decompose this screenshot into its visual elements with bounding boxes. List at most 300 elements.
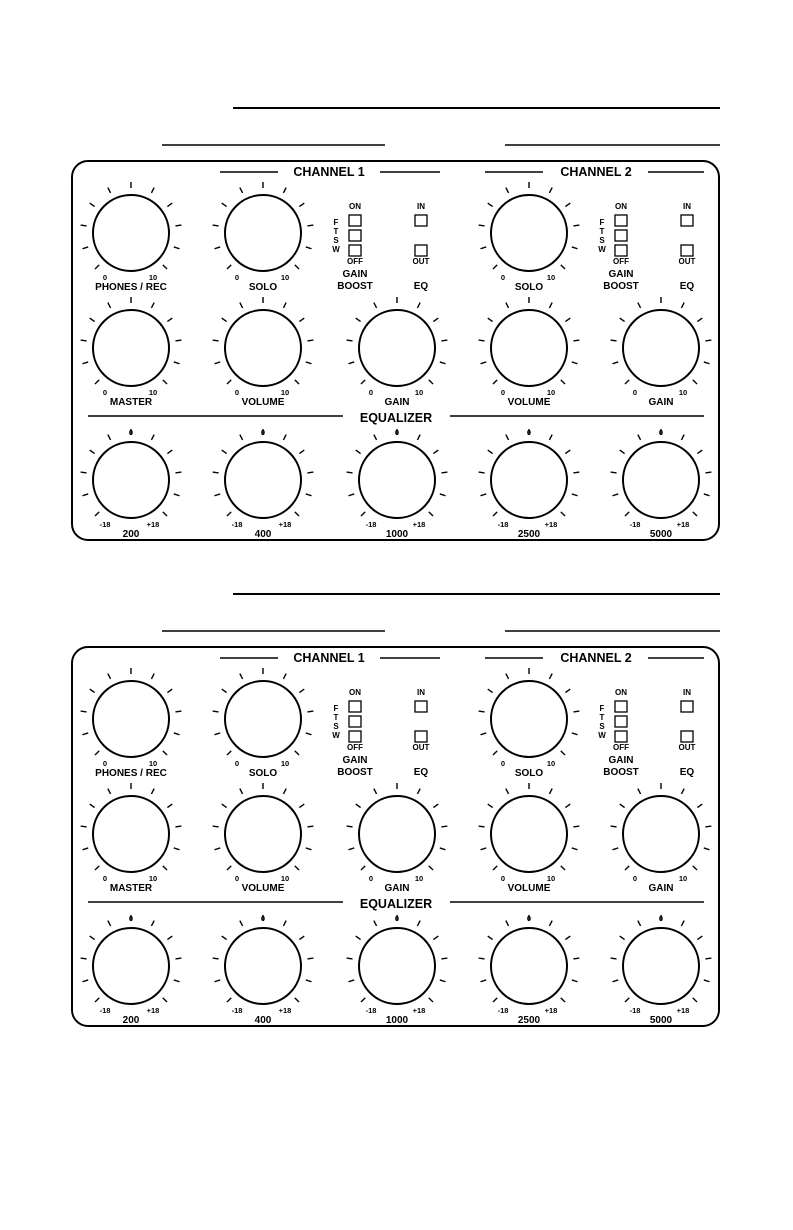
knob-dial[interactable] [491, 442, 567, 518]
knob-tick [108, 188, 111, 193]
knob-9[interactable] [81, 428, 182, 540]
knob-label: VOLUME [241, 397, 285, 408]
knob-tick [488, 450, 493, 454]
knob-scale-max: +18 [278, 520, 292, 529]
knob-dial[interactable] [225, 442, 301, 518]
knob-tick [306, 362, 312, 364]
knob-tick [95, 751, 99, 755]
knob-tick [479, 826, 485, 827]
channel-2-title: CHANNEL 2 [560, 165, 632, 179]
knob-tick [222, 318, 227, 322]
knob-tick [561, 265, 565, 269]
gain-boost-switch-2[interactable] [349, 230, 361, 241]
ftsw-letter: W [332, 731, 340, 740]
knob-tick [705, 958, 711, 959]
knob-tick [681, 921, 684, 926]
knob-scale-max: +18 [146, 1006, 160, 1015]
knob-scale-min: 0 [368, 388, 374, 397]
knob-tick [81, 958, 87, 959]
knob-tick [479, 472, 485, 473]
knob-tick [108, 921, 111, 926]
knob-tick [174, 494, 180, 496]
knob-12[interactable] [479, 428, 580, 540]
knob-tick [347, 958, 353, 959]
knob-tick [213, 340, 219, 341]
knob-tick [374, 303, 377, 308]
eq-out-switch[interactable] [415, 245, 427, 256]
knob-7[interactable] [479, 783, 580, 894]
knob-tick [240, 303, 243, 308]
knob-label: GAIN [384, 397, 410, 408]
knob-tick [361, 998, 365, 1002]
knob-tick [681, 435, 684, 440]
knob-tick [222, 804, 227, 808]
knob-tick [90, 318, 95, 322]
knob-tick [573, 340, 579, 341]
knob-tick [82, 362, 88, 364]
ftsw-letter: F [333, 704, 339, 713]
knob-scale-center: 0 [128, 428, 134, 437]
knob-dial[interactable] [93, 928, 169, 1004]
knob-10[interactable] [213, 914, 314, 1026]
knob-tick [479, 340, 485, 341]
knob-tick [704, 848, 710, 850]
knob-tick [174, 980, 180, 982]
gain-boost-switch-1[interactable] [615, 215, 627, 226]
knob-tick [295, 380, 299, 384]
knob-tick [693, 380, 697, 384]
knob-tick [479, 958, 485, 959]
knob-scale-min: -18 [629, 520, 641, 529]
knob-tick [565, 450, 570, 454]
gain-boost-switch-3[interactable] [615, 731, 627, 742]
knob-tick [295, 866, 299, 870]
knob-tick [480, 733, 486, 735]
knob-10[interactable] [213, 428, 314, 540]
knob-tick [488, 203, 493, 207]
knob-tick [441, 340, 447, 341]
knob-dial[interactable] [93, 310, 169, 386]
knob-12[interactable] [479, 914, 580, 1026]
knob-tick [612, 362, 618, 364]
knob-tick [283, 188, 286, 193]
knob-tick [561, 751, 565, 755]
knob-label: 1000 [385, 529, 409, 540]
knob-tick [561, 512, 565, 516]
channel-1-switches [332, 202, 429, 292]
knob-tick [227, 866, 231, 870]
knob-tick [81, 826, 87, 827]
gain-boost-switch-2[interactable] [615, 230, 627, 241]
knob-tick [611, 958, 617, 959]
knob-scale-center: 0 [128, 914, 134, 923]
knob-tick [174, 733, 180, 735]
knob-scale-max: 10 [148, 273, 158, 282]
knob-scale-center: 0 [526, 428, 532, 437]
knob-tick [108, 674, 111, 679]
knob-5[interactable] [213, 297, 314, 408]
eq-in-switch[interactable] [681, 215, 693, 226]
knob-9[interactable] [81, 914, 182, 1026]
knob-tick [638, 303, 641, 308]
off-label: OFF [347, 743, 363, 752]
knob-scale-max: 10 [414, 388, 424, 397]
knob-dial[interactable] [491, 681, 567, 757]
knob-dial[interactable] [225, 681, 301, 757]
knob-tick [306, 494, 312, 496]
knob-2[interactable] [213, 668, 314, 779]
knob-label: 2500 [517, 529, 541, 540]
knob-scale-max: +18 [676, 520, 690, 529]
knob-tick [167, 689, 172, 693]
ftsw-letter: S [333, 722, 339, 731]
knob-tick [108, 789, 111, 794]
eq-in-switch[interactable] [415, 215, 427, 226]
knob-scale-max: 10 [546, 388, 556, 397]
knob-scale-max: +18 [412, 520, 426, 529]
channel-1-title: CHANNEL 1 [293, 165, 365, 179]
knob-tick [222, 936, 227, 940]
knob-tick [693, 998, 697, 1002]
knob-tick [299, 450, 304, 454]
knob-tick [299, 689, 304, 693]
knob-scale-min: -18 [497, 1006, 509, 1015]
knob-tick [549, 674, 552, 679]
knob-scale-min: 0 [500, 759, 506, 768]
knob-tick [175, 711, 181, 712]
knob-tick [167, 318, 172, 322]
eq-label: EQ [413, 767, 429, 778]
knob-dial[interactable] [359, 310, 435, 386]
knob-scale-center: 0 [394, 428, 400, 437]
knob-scale-min: 0 [234, 388, 240, 397]
knob-label: GAIN [648, 397, 674, 408]
knob-tick [429, 866, 433, 870]
knob-dial[interactable] [359, 442, 435, 518]
knob-tick [693, 512, 697, 516]
knob-tick [227, 998, 231, 1002]
knob-label: VOLUME [241, 883, 285, 894]
knob-tick [620, 318, 625, 322]
knob-tick [95, 512, 99, 516]
knob-scale-min: 0 [102, 388, 108, 397]
knob-tick [356, 318, 361, 322]
knob-tick [167, 450, 172, 454]
equalizer-title: EQUALIZER [359, 411, 433, 425]
ftsw-letter: S [599, 722, 605, 731]
knob-tick [174, 848, 180, 850]
eq-in-switch[interactable] [415, 701, 427, 712]
knob-tick [441, 472, 447, 473]
knob-scale-max: +18 [676, 1006, 690, 1015]
knob-tick [417, 921, 420, 926]
knob-dial[interactable] [491, 195, 567, 271]
knob-dial[interactable] [491, 796, 567, 872]
eq-out-switch[interactable] [681, 731, 693, 742]
knob-tick [299, 936, 304, 940]
knob-scale-min: 0 [234, 273, 240, 282]
knob-tick [175, 958, 181, 959]
knob-label: 200 [122, 529, 140, 540]
knob-dial[interactable] [623, 928, 699, 1004]
knob-tick [214, 494, 220, 496]
knob-13[interactable] [611, 428, 712, 540]
knob-tick [295, 998, 299, 1002]
knob-tick [572, 494, 578, 496]
knob-tick [213, 472, 219, 473]
knob-tick [175, 472, 181, 473]
knob-tick [222, 450, 227, 454]
knob-2[interactable] [213, 182, 314, 293]
knob-label: 200 [122, 1015, 140, 1026]
knob-tick [565, 203, 570, 207]
knob-4[interactable] [81, 783, 182, 894]
knob-label: 1000 [385, 1015, 409, 1026]
equalizer-title: EQUALIZER [359, 897, 433, 911]
knob-tick [611, 826, 617, 827]
knob-tick [697, 804, 702, 808]
out-label: OUT [678, 257, 696, 266]
knob-scale-max: 10 [280, 759, 290, 768]
eq-label: EQ [679, 767, 695, 778]
gain-boost-switch-3[interactable] [615, 245, 627, 256]
knob-dial[interactable] [93, 796, 169, 872]
gain-boost-switch-1[interactable] [615, 701, 627, 712]
knob-dial[interactable] [93, 195, 169, 271]
knob-tick [82, 733, 88, 735]
knob-tick [572, 733, 578, 735]
eq-out-switch[interactable] [681, 245, 693, 256]
gain-boost-switch-3[interactable] [349, 245, 361, 256]
knob-dial[interactable] [93, 681, 169, 757]
channel-2-switches [598, 688, 695, 778]
knob-tick [227, 265, 231, 269]
knob-dial[interactable] [359, 796, 435, 872]
knob-tick [549, 303, 552, 308]
knob-tick [90, 450, 95, 454]
knob-tick [625, 512, 629, 516]
knob-tick [506, 188, 509, 193]
knob-label: GAIN [384, 883, 410, 894]
knob-tick [506, 674, 509, 679]
knob-dial[interactable] [623, 442, 699, 518]
knob-8[interactable] [611, 783, 712, 894]
knob-tick [565, 936, 570, 940]
knob-dial[interactable] [225, 195, 301, 271]
off-label: OFF [613, 257, 629, 266]
knob-dial[interactable] [491, 310, 567, 386]
knob-tick [214, 247, 220, 249]
eq-out-switch[interactable] [415, 731, 427, 742]
knob-scale-min: -18 [99, 520, 111, 529]
knob-tick [625, 866, 629, 870]
knob-tick [214, 362, 220, 364]
knob-tick [704, 494, 710, 496]
knob-tick [612, 848, 618, 850]
gain-boost-switch-3[interactable] [349, 731, 361, 742]
knob-tick [572, 247, 578, 249]
knob-tick [240, 188, 243, 193]
knob-tick [638, 435, 641, 440]
knob-scale-max: 10 [280, 874, 290, 883]
knob-label: 5000 [649, 1015, 673, 1026]
knob-tick [506, 303, 509, 308]
knob-dial[interactable] [225, 928, 301, 1004]
knob-dial[interactable] [359, 928, 435, 1004]
knob-tick [493, 866, 497, 870]
knob-tick [95, 998, 99, 1002]
knob-scale-min: 0 [500, 388, 506, 397]
knob-tick [488, 689, 493, 693]
knob-tick [565, 318, 570, 322]
knob-8[interactable] [611, 297, 712, 408]
ftsw-letter: T [333, 713, 339, 722]
knob-tick [549, 188, 552, 193]
knob-11[interactable] [347, 914, 448, 1026]
knob-tick [222, 689, 227, 693]
knob-6[interactable] [347, 297, 448, 408]
knob-5[interactable] [213, 783, 314, 894]
knob-tick [440, 848, 446, 850]
knob-scale-max: 10 [678, 388, 688, 397]
knob-scale-min: 0 [102, 759, 108, 768]
knob-tick [374, 435, 377, 440]
knob-tick [151, 188, 154, 193]
knob-tick [307, 826, 313, 827]
knob-label: 2500 [517, 1015, 541, 1026]
in-label: IN [683, 688, 691, 697]
knob-tick [620, 450, 625, 454]
knob-tick [163, 512, 167, 516]
knob-tick [240, 789, 243, 794]
knob-tick [283, 303, 286, 308]
ftsw-letter: F [599, 218, 605, 227]
knob-tick [697, 936, 702, 940]
knob-tick [174, 247, 180, 249]
knob-scale-center: 0 [526, 914, 532, 923]
gain-boost-switch-1[interactable] [349, 701, 361, 712]
knob-4[interactable] [81, 297, 182, 408]
gain-boost-switch-2[interactable] [615, 716, 627, 727]
in-label: IN [417, 688, 425, 697]
knob-scale-min: -18 [497, 520, 509, 529]
knob-tick [213, 711, 219, 712]
knob-tick [81, 711, 87, 712]
knob-tick [347, 340, 353, 341]
knob-1[interactable] [81, 182, 182, 293]
knob-tick [440, 980, 446, 982]
knob-label: 400 [254, 1015, 272, 1026]
knob-tick [573, 958, 579, 959]
knob-scale-max: 10 [414, 874, 424, 883]
knob-tick [480, 247, 486, 249]
knob-scale-min: 0 [500, 874, 506, 883]
knob-3[interactable] [479, 182, 580, 293]
ftsw-letter: T [599, 713, 605, 722]
knob-6[interactable] [347, 783, 448, 894]
ftsw-letter: F [599, 704, 605, 713]
knob-tick [374, 921, 377, 926]
knob-label: MASTER [109, 397, 153, 408]
knob-tick [307, 340, 313, 341]
knob-tick [295, 512, 299, 516]
knob-tick [638, 789, 641, 794]
knob-tick [417, 303, 420, 308]
knob-tick [295, 751, 299, 755]
ftsw-letter: W [598, 245, 606, 254]
knob-tick [213, 826, 219, 827]
knob-tick [213, 958, 219, 959]
knob-tick [214, 733, 220, 735]
knob-tick [565, 689, 570, 693]
gain-boost-label: GAIN [342, 755, 368, 766]
knob-3[interactable] [479, 668, 580, 779]
knob-dial[interactable] [225, 796, 301, 872]
knob-tick [417, 435, 420, 440]
knob-tick [283, 435, 286, 440]
channel-1-switches [332, 688, 429, 778]
knob-tick [306, 980, 312, 982]
knob-scale-min: -18 [365, 520, 377, 529]
knob-tick [306, 733, 312, 735]
knob-tick [573, 826, 579, 827]
knob-tick [299, 804, 304, 808]
knob-tick [612, 494, 618, 496]
knob-scale-min: -18 [629, 1006, 641, 1015]
knob-scale-min: 0 [632, 874, 638, 883]
knob-scale-max: +18 [146, 520, 160, 529]
knob-13[interactable] [611, 914, 712, 1026]
gain-boost-switch-1[interactable] [349, 215, 361, 226]
knob-scale-max: 10 [148, 388, 158, 397]
knob-dial[interactable] [225, 310, 301, 386]
knob-scale-center: 0 [394, 914, 400, 923]
knob-tick [175, 826, 181, 827]
knob-label: SOLO [514, 282, 544, 293]
knob-label: PHONES / REC [95, 282, 167, 293]
knob-1[interactable] [81, 668, 182, 779]
knob-tick [488, 804, 493, 808]
knob-tick [433, 318, 438, 322]
knob-dial[interactable] [93, 442, 169, 518]
knob-dial[interactable] [491, 928, 567, 1004]
knob-tick [356, 450, 361, 454]
knob-tick [549, 921, 552, 926]
knob-tick [549, 435, 552, 440]
knob-tick [441, 826, 447, 827]
gain-boost-switch-2[interactable] [349, 716, 361, 727]
knob-tick [625, 998, 629, 1002]
eq-in-switch[interactable] [681, 701, 693, 712]
knob-dial[interactable] [623, 310, 699, 386]
knob-tick [705, 472, 711, 473]
knob-scale-min: 0 [102, 273, 108, 282]
knob-scale-min: -18 [231, 520, 243, 529]
knob-11[interactable] [347, 428, 448, 540]
gain-boost-label: GAIN [608, 755, 634, 766]
knob-scale-min: 0 [234, 874, 240, 883]
knob-tick [620, 804, 625, 808]
knob-tick [697, 450, 702, 454]
knob-dial[interactable] [623, 796, 699, 872]
knob-tick [479, 711, 485, 712]
knob-tick [95, 380, 99, 384]
gain-boost-label: GAIN [342, 269, 368, 280]
knob-7[interactable] [479, 297, 580, 408]
knob-tick [573, 472, 579, 473]
knob-tick [561, 998, 565, 1002]
knob-tick [488, 936, 493, 940]
